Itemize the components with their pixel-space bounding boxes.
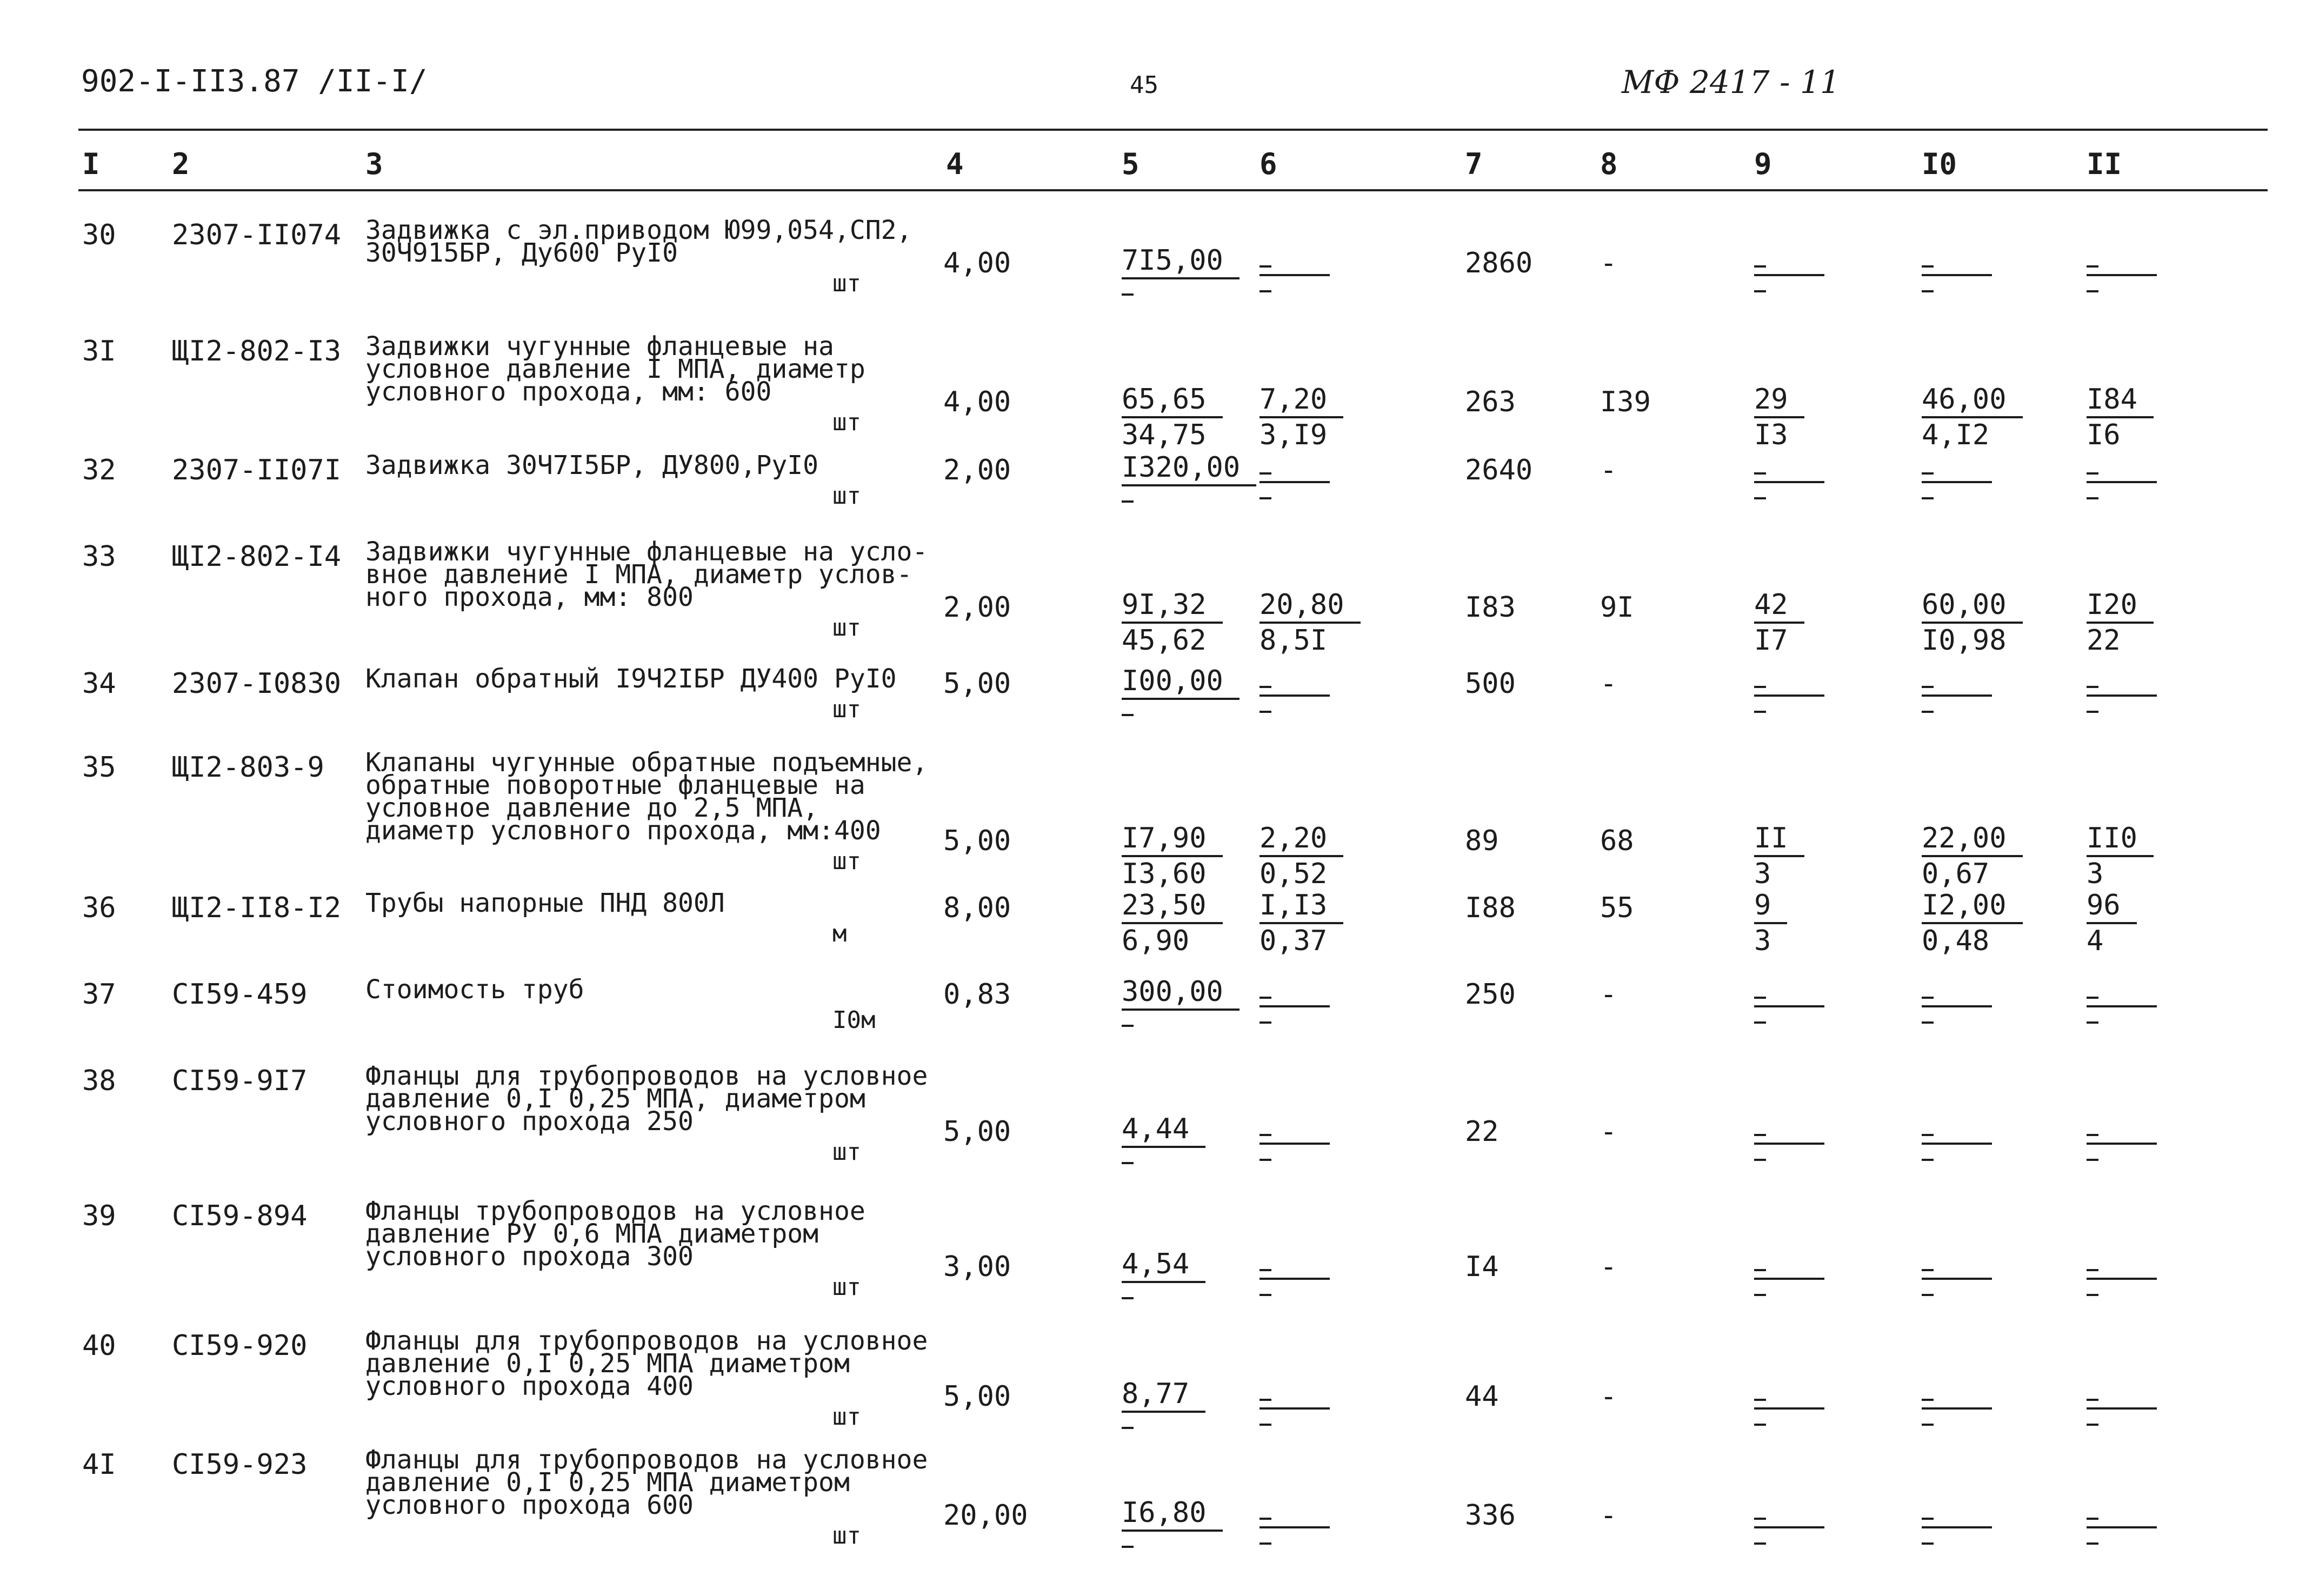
value-col-8: 9I	[1600, 591, 1634, 624]
cell-col-5-bottom	[1122, 1297, 1205, 1327]
cell-col-10	[1922, 383, 2023, 452]
cell-col-11-top: I84	[2087, 383, 2154, 418]
cell-col-11	[2087, 822, 2154, 891]
cell-col-6-top: 20,80	[1260, 588, 1361, 624]
cell-col-9-bottom: I3	[1754, 419, 1788, 451]
cell-col-11-empty-mark-bottom	[2087, 1542, 2098, 1545]
cell-col-10	[1922, 1247, 1992, 1296]
quantity: 4,00	[943, 386, 1011, 418]
value-col-8: I39	[1600, 386, 1651, 418]
cell-col-6-empty-mark-bottom	[1260, 290, 1271, 292]
cell-col-5	[1122, 451, 1256, 531]
quantity: 0,83	[943, 978, 1011, 1011]
row-number: 39	[82, 1200, 116, 1232]
col-header-3: 3	[365, 147, 383, 181]
cell-col-5	[1122, 1496, 1223, 1576]
cell-col-10-bottom: I0,98	[1922, 624, 2007, 657]
cell-col-9-top: II	[1754, 822, 1804, 857]
cell-col-11	[2087, 1247, 2157, 1296]
cell-col-10-top: I2,00	[1922, 889, 2023, 924]
price-code: СI59-923	[172, 1448, 308, 1481]
cell-col-11-empty-mark	[2087, 664, 2157, 697]
value-col-8: -	[1600, 454, 1617, 486]
cell-col-6-bottom: 3,I9	[1260, 419, 1328, 451]
total-col-7: 2860	[1465, 247, 1533, 279]
cell-col-11-bottom: 3	[2087, 858, 2104, 890]
total-col-7: 22	[1465, 1116, 1499, 1148]
cell-col-5-top: 8,77	[1122, 1377, 1205, 1413]
cell-col-11	[2087, 588, 2154, 657]
total-col-7: 263	[1465, 386, 1516, 418]
cell-col-6	[1260, 975, 1330, 1024]
quantity: 2,00	[943, 591, 1011, 624]
item-description: Фланцы для трубопроводов на условное давление 0,I 0,25 МПА диаметром условного прохода 400	[365, 1326, 928, 1401]
quantity: 2,00	[943, 454, 1011, 486]
cell-col-10-empty-mark	[1922, 664, 1992, 697]
cell-col-5-top: I7,90	[1122, 822, 1223, 857]
price-code: СI59-894	[172, 1200, 308, 1232]
item-unit: шт	[832, 270, 861, 297]
cell-col-9	[1754, 822, 1804, 891]
cell-col-9	[1754, 1112, 1824, 1161]
cell-col-10	[1922, 588, 2023, 657]
col-header-11: II	[2087, 147, 2122, 181]
item-description: Задвижки чугунные фланцевые на усло- вное давление I МПА, диаметр услов- ного прохода, мм: 800	[365, 537, 928, 612]
cell-col-6-top: 2,20	[1260, 822, 1343, 857]
cell-col-6-bottom: 8,5I	[1260, 624, 1328, 657]
cell-col-6-empty-mark	[1260, 1496, 1330, 1528]
cell-col-5	[1122, 1377, 1205, 1457]
cell-col-9-empty-mark-bottom	[1754, 290, 1766, 292]
cell-col-9-bottom: I7	[1754, 624, 1788, 657]
item-description: Фланцы трубопроводов на условное давление РУ 0,6 МПА диаметром условного прохода 300	[365, 1196, 865, 1272]
cell-col-9	[1754, 889, 1787, 958]
cell-col-11	[2087, 889, 2137, 958]
item-unit: шт	[832, 1522, 861, 1550]
cell-col-5-top: 4,44	[1122, 1112, 1205, 1148]
cell-col-11	[2087, 975, 2157, 1024]
cell-col-10-empty-mark	[1922, 975, 1992, 1007]
quantity: 4,00	[943, 247, 1011, 279]
value-col-8: -	[1600, 1499, 1617, 1532]
cell-col-5-top: 23,50	[1122, 889, 1223, 924]
item-description: Клапан обратный I9Ч2IБР ДУ400 РуI0	[365, 664, 897, 694]
cell-col-9	[1754, 588, 1804, 657]
cell-col-11-bottom: I6	[2087, 419, 2121, 451]
price-code: СI59-9I7	[172, 1065, 308, 1097]
cell-col-6	[1260, 664, 1330, 713]
cell-col-10	[1922, 822, 2023, 891]
cell-col-5-bottom	[1122, 1427, 1205, 1457]
cell-col-6-empty-mark-bottom	[1260, 1542, 1271, 1545]
cell-col-5-bottom: 6,90	[1122, 925, 1190, 957]
cell-col-6-empty-mark-bottom	[1260, 711, 1271, 713]
total-col-7: 2640	[1465, 454, 1533, 486]
sheet-id: МФ 2417 - 11	[1622, 64, 1840, 101]
cell-col-11	[2087, 1112, 2157, 1161]
total-col-7: 500	[1465, 667, 1516, 700]
cell-col-5-bottom	[1122, 1162, 1205, 1192]
item-description: Задвижки чугунные фланцевые на условное давление I МПА, диаметр условного прохода, мм: 600	[365, 331, 865, 407]
cell-col-6-empty-mark-bottom	[1260, 1021, 1271, 1024]
cell-col-9-empty-mark-bottom	[1754, 1021, 1766, 1024]
cell-col-10-empty-mark	[1922, 244, 1992, 276]
cell-col-6	[1260, 383, 1343, 452]
item-description: Фланцы для трубопроводов на условное давление 0,I 0,25 МПА диаметром условного прохода 600	[365, 1445, 928, 1520]
cell-col-10-empty-mark	[1922, 1247, 1992, 1280]
cell-col-11-empty-mark	[2087, 1496, 2157, 1528]
cell-col-5-top: I6,80	[1122, 1496, 1223, 1532]
col-header-4: 4	[946, 147, 964, 181]
value-col-8: -	[1600, 978, 1617, 1011]
cell-col-6-empty-mark-bottom	[1260, 1159, 1271, 1161]
row-number: 35	[82, 751, 116, 784]
value-col-8: 55	[1600, 892, 1634, 924]
value-col-8: -	[1600, 1116, 1617, 1148]
col-header-10: I0	[1922, 147, 1957, 181]
header-rule-bottom	[78, 189, 2268, 191]
cell-col-5-top: I00,00	[1122, 664, 1240, 700]
row-number: 30	[82, 219, 116, 251]
cell-col-11-empty-mark-bottom	[2087, 1159, 2098, 1161]
cell-col-9	[1754, 1496, 1824, 1545]
cell-col-11-empty-mark-bottom	[2087, 711, 2098, 713]
cell-col-9-empty-mark	[1754, 1377, 1824, 1410]
cell-col-6	[1260, 822, 1343, 891]
cell-col-10	[1922, 1496, 1992, 1545]
cell-col-9-empty-mark-bottom	[1754, 711, 1766, 713]
cell-col-11-empty-mark	[2087, 1377, 2157, 1410]
cell-col-6-empty-mark-bottom	[1260, 497, 1271, 499]
price-code: 2307-I0830	[172, 667, 342, 700]
cell-col-10-empty-mark	[1922, 451, 1992, 483]
row-number: 33	[82, 540, 116, 573]
item-description: Задвижка с эл.приводом Ю99,054,СП2, 30Ч915БР, Ду600 РуI0	[365, 215, 912, 268]
col-header-6: 6	[1260, 147, 1277, 181]
cell-col-6-empty-mark	[1260, 975, 1330, 1007]
cell-col-11	[2087, 1496, 2157, 1545]
cell-col-11	[2087, 383, 2154, 452]
price-code: ЩI2-802-I4	[172, 540, 342, 573]
cell-col-9-empty-mark	[1754, 1247, 1824, 1280]
cell-col-10-empty-mark-bottom	[1922, 1424, 1934, 1426]
total-col-7: 336	[1465, 1499, 1516, 1532]
item-description: Трубы напорные ПНД 800Л	[365, 888, 725, 918]
cell-col-10-bottom: 0,67	[1922, 858, 1990, 890]
cell-col-9-top: 9	[1754, 889, 1787, 924]
total-col-7: I4	[1465, 1251, 1499, 1283]
col-header-7: 7	[1465, 147, 1483, 181]
page-number: 45	[1130, 71, 1158, 99]
total-col-7: 89	[1465, 825, 1499, 857]
cell-col-10-top: 22,00	[1922, 822, 2023, 857]
total-col-7: 250	[1465, 978, 1516, 1011]
cell-col-10-empty-mark-bottom	[1922, 1294, 1934, 1296]
cell-col-11-empty-mark-bottom	[2087, 1294, 2098, 1296]
item-description: Задвижка 30Ч7I5БР, ДУ800,РуI0	[365, 450, 819, 480]
cell-col-11-empty-mark-bottom	[2087, 1021, 2098, 1024]
col-header-5: 5	[1122, 147, 1139, 181]
row-number: 40	[82, 1330, 116, 1362]
cell-col-5-bottom	[1122, 1025, 1240, 1055]
item-unit: шт	[832, 696, 861, 723]
cell-col-6-empty-mark	[1260, 664, 1330, 697]
cell-col-11-bottom: 4	[2087, 925, 2104, 957]
item-unit: шт	[832, 1273, 861, 1301]
cell-col-10-empty-mark-bottom	[1922, 711, 1934, 713]
cell-col-9-empty-mark-bottom	[1754, 497, 1766, 499]
price-code: СI59-459	[172, 978, 308, 1011]
cell-col-5-bottom	[1122, 293, 1240, 324]
row-number: 3I	[82, 335, 116, 368]
price-code: ЩI2-803-9	[172, 751, 324, 784]
col-header-2: 2	[172, 147, 190, 181]
cell-col-5	[1122, 664, 1240, 744]
cell-col-6-top: 7,20	[1260, 383, 1343, 418]
row-number: 34	[82, 667, 116, 700]
quantity: 5,00	[943, 1116, 1011, 1148]
cell-col-6	[1260, 1496, 1330, 1545]
cell-col-9-top: 29	[1754, 383, 1804, 418]
cell-col-6	[1260, 1247, 1330, 1296]
cell-col-10-empty-mark-bottom	[1922, 1542, 1934, 1545]
cell-col-10-top: 46,00	[1922, 383, 2023, 418]
item-unit: шт	[832, 409, 861, 436]
cell-col-11-empty-mark	[2087, 1112, 2157, 1145]
price-code: 2307-II074	[172, 219, 342, 251]
cell-col-5-top: 7I5,00	[1122, 244, 1240, 279]
cell-col-10-empty-mark-bottom	[1922, 1159, 1934, 1161]
cell-col-10-top: 60,00	[1922, 588, 2023, 624]
total-col-7: I83	[1465, 591, 1516, 624]
quantity: 3,00	[943, 1251, 1011, 1283]
cell-col-10	[1922, 975, 1992, 1024]
document-code: 902-I-II3.87 /II-I/	[81, 64, 428, 99]
col-header-8: 8	[1600, 147, 1618, 181]
cell-col-6-empty-mark-bottom	[1260, 1424, 1271, 1426]
header-rule-top	[78, 129, 2268, 131]
cell-col-9-empty-mark	[1754, 244, 1824, 276]
cell-col-9	[1754, 1377, 1824, 1426]
quantity: 20,00	[943, 1499, 1028, 1532]
cell-col-9	[1754, 451, 1824, 499]
cell-col-9-empty-mark-bottom	[1754, 1294, 1766, 1296]
cell-col-6-empty-mark	[1260, 1377, 1330, 1410]
cell-col-11	[2087, 1377, 2157, 1426]
cell-col-6-empty-mark-bottom	[1260, 1294, 1271, 1296]
value-col-8: -	[1600, 1251, 1617, 1283]
cell-col-10	[1922, 244, 1992, 292]
cell-col-5-top: 65,65	[1122, 383, 1223, 418]
row-number: 4I	[82, 1448, 116, 1481]
cell-col-5	[1122, 588, 1223, 657]
cell-col-10-empty-mark	[1922, 1112, 1992, 1145]
cell-col-6	[1260, 244, 1330, 292]
cell-col-5	[1122, 383, 1223, 452]
row-number: 37	[82, 978, 116, 1011]
cell-col-11	[2087, 451, 2157, 499]
quantity: 5,00	[943, 1380, 1011, 1413]
cell-col-5-bottom: 34,75	[1122, 419, 1207, 451]
cell-col-11-empty-mark	[2087, 244, 2157, 276]
cell-col-5-top: I320,00	[1122, 451, 1256, 486]
cell-col-10-empty-mark	[1922, 1496, 1992, 1528]
cell-col-10	[1922, 889, 2023, 958]
cell-col-11-empty-mark-bottom	[2087, 1424, 2098, 1426]
cell-col-11-top: II0	[2087, 822, 2154, 857]
item-unit: шт	[832, 847, 861, 875]
cell-col-10-bottom: 4,I2	[1922, 419, 1990, 451]
cell-col-9-empty-mark	[1754, 1112, 1824, 1145]
cell-col-5	[1122, 975, 1240, 1055]
quantity: 5,00	[943, 825, 1011, 857]
cell-col-10	[1922, 1112, 1992, 1161]
cell-col-6	[1260, 889, 1343, 958]
cell-col-6	[1260, 451, 1330, 499]
cell-col-11-top: I20	[2087, 588, 2154, 624]
cell-col-10-bottom: 0,48	[1922, 925, 1990, 957]
cell-col-9-bottom: 3	[1754, 925, 1771, 957]
col-header-9: 9	[1754, 147, 1772, 181]
cell-col-10	[1922, 451, 1992, 499]
row-number: 36	[82, 892, 116, 924]
cell-col-5-bottom	[1122, 1546, 1223, 1576]
col-header-1: I	[82, 147, 100, 181]
cell-col-5-top: 9I,32	[1122, 588, 1223, 624]
cell-col-5-top: 300,00	[1122, 975, 1240, 1011]
cell-col-9-empty-mark-bottom	[1754, 1542, 1766, 1545]
cell-col-11-bottom: 22	[2087, 624, 2121, 657]
row-number: 38	[82, 1065, 116, 1097]
cell-col-9-empty-mark-bottom	[1754, 1424, 1766, 1426]
cell-col-10	[1922, 1377, 1992, 1426]
item-unit: шт	[832, 1138, 861, 1166]
item-unit: м	[832, 920, 847, 947]
quantity: 8,00	[943, 892, 1011, 924]
quantity: 5,00	[943, 667, 1011, 700]
cell-col-6	[1260, 588, 1361, 657]
cell-col-5	[1122, 1112, 1205, 1192]
cell-col-11	[2087, 664, 2157, 713]
cell-col-9-empty-mark	[1754, 664, 1824, 697]
cell-col-5-bottom	[1122, 714, 1240, 744]
cell-col-5	[1122, 822, 1223, 891]
total-col-7: I88	[1465, 892, 1516, 924]
cell-col-10-empty-mark-bottom	[1922, 1021, 1934, 1024]
item-unit: шт	[832, 1403, 861, 1431]
cell-col-9	[1754, 1247, 1824, 1296]
cell-col-6-top: I,I3	[1260, 889, 1343, 924]
cell-col-6	[1260, 1112, 1330, 1161]
item-description: Стоимость труб	[365, 974, 584, 1005]
price-code: 2307-II07I	[172, 454, 342, 486]
cell-col-9-empty-mark-bottom	[1754, 1159, 1766, 1161]
cell-col-5	[1122, 244, 1240, 324]
value-col-8: -	[1600, 667, 1617, 700]
cell-col-9	[1754, 244, 1824, 292]
cell-col-6-empty-mark	[1260, 1247, 1330, 1280]
cell-col-9	[1754, 664, 1824, 713]
cell-col-10-empty-mark-bottom	[1922, 290, 1934, 292]
item-description: Фланцы для трубопроводов на условное давление 0,I 0,25 МПА, диаметром условного прохода 250	[365, 1061, 928, 1137]
cell-col-10-empty-mark	[1922, 1377, 1992, 1410]
value-col-8: -	[1600, 247, 1617, 279]
cell-col-6-bottom: 0,52	[1260, 858, 1328, 890]
price-code: СI59-920	[172, 1330, 308, 1362]
item-unit: шт	[832, 482, 861, 510]
cell-col-11-empty-mark-bottom	[2087, 290, 2098, 292]
cell-col-6-bottom: 0,37	[1260, 925, 1328, 957]
cell-col-9-empty-mark	[1754, 975, 1824, 1007]
cell-col-11-empty-mark	[2087, 1247, 2157, 1280]
cell-col-11	[2087, 244, 2157, 292]
total-col-7: 44	[1465, 1380, 1499, 1413]
cell-col-5-bottom	[1122, 500, 1256, 531]
row-number: 32	[82, 454, 116, 486]
cell-col-10-empty-mark-bottom	[1922, 497, 1934, 499]
cell-col-5-bottom: I3,60	[1122, 858, 1207, 890]
cell-col-5-bottom: 45,62	[1122, 624, 1207, 657]
cell-col-11-empty-mark	[2087, 975, 2157, 1007]
cell-col-11-empty-mark-bottom	[2087, 497, 2098, 499]
price-code: ЩI2-802-I3	[172, 335, 342, 368]
value-col-8: 68	[1600, 825, 1634, 857]
cell-col-9-top: 42	[1754, 588, 1804, 624]
cell-col-11-top: 96	[2087, 889, 2137, 924]
value-col-8: -	[1600, 1380, 1617, 1413]
cell-col-11-empty-mark	[2087, 451, 2157, 483]
item-description: Клапаны чугунные обратные подъемные, обратные поворотные фланцевые на условное давление до 2,5 МПА, диаметр условного прохода, мм:400	[365, 747, 928, 846]
cell-col-9	[1754, 975, 1824, 1024]
cell-col-6-empty-mark	[1260, 244, 1330, 276]
cell-col-6-empty-mark	[1260, 451, 1330, 483]
cell-col-6	[1260, 1377, 1330, 1426]
cell-col-5-top: 4,54	[1122, 1247, 1205, 1283]
cell-col-9-bottom: 3	[1754, 858, 1771, 890]
cell-col-9-empty-mark	[1754, 1496, 1824, 1528]
cell-col-6-empty-mark	[1260, 1112, 1330, 1145]
cell-col-5	[1122, 889, 1223, 958]
cell-col-10	[1922, 664, 1992, 713]
price-code: ЩI2-II8-I2	[172, 892, 342, 924]
item-unit: I0м	[832, 1006, 876, 1034]
cell-col-5	[1122, 1247, 1205, 1327]
cell-col-9	[1754, 383, 1804, 452]
cell-col-9-empty-mark	[1754, 451, 1824, 483]
item-unit: шт	[832, 614, 861, 642]
